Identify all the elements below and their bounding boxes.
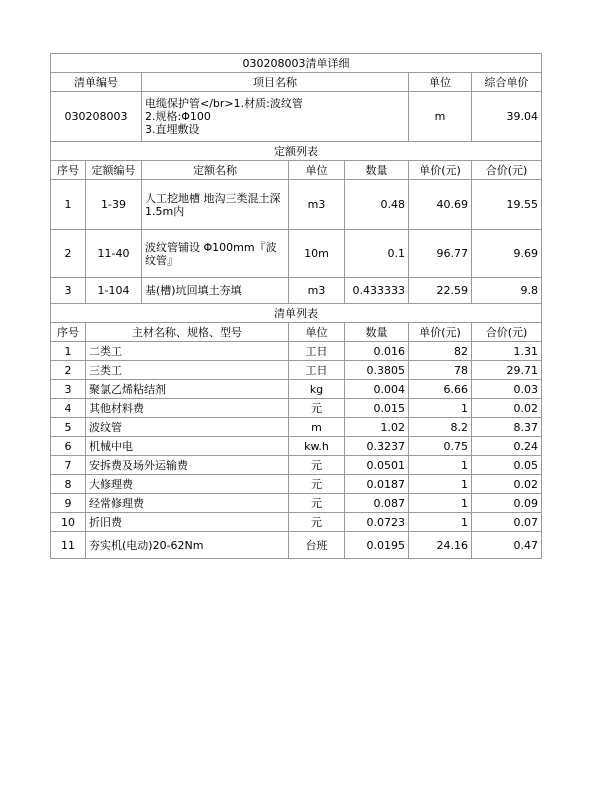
quota-row	[51, 180, 542, 230]
materials-row	[51, 380, 542, 399]
quota-no: 3	[51, 278, 86, 304]
quota-total: 9.8	[472, 278, 542, 304]
material-total: 0.09	[472, 494, 542, 513]
quota-row	[51, 278, 542, 304]
material-no: 5	[51, 418, 86, 437]
material-qty: 0.004	[345, 380, 409, 399]
material-unit: kw.h	[289, 437, 345, 456]
quota-total: 19.55	[472, 180, 542, 230]
material-price: 1	[409, 494, 472, 513]
material-qty: 1.02	[345, 418, 409, 437]
material-no: 11	[51, 532, 86, 559]
material-total: 0.02	[472, 475, 542, 494]
material-no: 1	[51, 342, 86, 361]
quota-total: 9.69	[472, 230, 542, 278]
material-qty: 0.0187	[345, 475, 409, 494]
quota-price: 22.59	[409, 278, 472, 304]
materials-row	[51, 513, 542, 532]
material-name: 三类工	[86, 361, 289, 380]
materials-row	[51, 532, 542, 559]
materials-header-row	[51, 323, 542, 342]
materials-row	[51, 399, 542, 418]
material-no: 2	[51, 361, 86, 380]
quota-row	[51, 230, 542, 278]
material-unit: 元	[289, 475, 345, 494]
quota-header: 合价(元)	[472, 161, 542, 180]
material-name: 经常修理费	[86, 494, 289, 513]
quota-unit: m3	[289, 180, 345, 230]
quota-code: 1-104	[86, 278, 142, 304]
material-total: 29.71	[472, 361, 542, 380]
quota-code: 11-40	[86, 230, 142, 278]
item-price: 39.04	[472, 92, 542, 142]
material-no: 7	[51, 456, 86, 475]
material-total: 0.05	[472, 456, 542, 475]
material-name: 机械中电	[86, 437, 289, 456]
material-price: 1	[409, 399, 472, 418]
quota-header: 序号	[51, 161, 86, 180]
material-no: 6	[51, 437, 86, 456]
material-unit: m	[289, 418, 345, 437]
material-price: 8.2	[409, 418, 472, 437]
material-name: 夯实机(电动)20-62Nm	[86, 532, 289, 559]
materials-row	[51, 475, 542, 494]
quota-qty: 0.1	[345, 230, 409, 278]
quota-price: 40.69	[409, 180, 472, 230]
item-header-price: 综合单价	[472, 73, 542, 92]
material-name: 波纹管	[86, 418, 289, 437]
material-unit: 元	[289, 399, 345, 418]
material-name: 折旧费	[86, 513, 289, 532]
material-price: 6.66	[409, 380, 472, 399]
title-row	[51, 54, 542, 73]
material-qty: 0.087	[345, 494, 409, 513]
materials-section-row	[51, 304, 542, 323]
quota-no: 1	[51, 180, 86, 230]
material-total: 0.02	[472, 399, 542, 418]
quota-name: 波纹管铺设 Φ100mm『波纹管』	[142, 230, 289, 278]
quota-header: 数量	[345, 161, 409, 180]
materials-row	[51, 342, 542, 361]
material-qty: 0.0723	[345, 513, 409, 532]
name-line: 3.直埋敷设	[145, 123, 200, 136]
material-total: 0.07	[472, 513, 542, 532]
material-qty: 0.3805	[345, 361, 409, 380]
quota-name: 基(槽)坑回填土夯填	[142, 278, 289, 304]
quota-header: 定额名称	[142, 161, 289, 180]
material-price: 1	[409, 456, 472, 475]
quota-unit: m3	[289, 278, 345, 304]
material-name: 其他材料费	[86, 399, 289, 418]
materials-row	[51, 456, 542, 475]
quota-qty: 0.433333	[345, 278, 409, 304]
quota-header: 单位	[289, 161, 345, 180]
item-unit: m	[409, 92, 472, 142]
material-name: 大修理费	[86, 475, 289, 494]
quota-qty: 0.48	[345, 180, 409, 230]
item-header-unit: 单位	[409, 73, 472, 92]
name-line: 电缆保护管</br>1.材质:波纹管	[145, 97, 303, 110]
quota-header-row	[51, 161, 542, 180]
quota-section-title: 定额列表	[51, 142, 542, 161]
materials-row	[51, 418, 542, 437]
material-price: 1	[409, 513, 472, 532]
material-unit: 工日	[289, 342, 345, 361]
material-price: 24.16	[409, 532, 472, 559]
materials-row	[51, 361, 542, 380]
quota-header: 单价(元)	[409, 161, 472, 180]
material-name: 聚氯乙烯粘结剂	[86, 380, 289, 399]
materials-header: 主材名称、规格、型号	[86, 323, 289, 342]
item-code: 030208003	[51, 92, 142, 142]
material-unit: 台班	[289, 532, 345, 559]
item-header-row	[51, 73, 542, 92]
material-name: 二类工	[86, 342, 289, 361]
material-price: 1	[409, 475, 472, 494]
material-no: 8	[51, 475, 86, 494]
material-total: 1.31	[472, 342, 542, 361]
material-unit: kg	[289, 380, 345, 399]
material-qty: 0.3237	[345, 437, 409, 456]
materials-section-title: 清单列表	[51, 304, 542, 323]
material-qty: 0.015	[345, 399, 409, 418]
quota-price: 96.77	[409, 230, 472, 278]
material-unit: 元	[289, 494, 345, 513]
material-total: 0.24	[472, 437, 542, 456]
bill-detail-table	[50, 53, 542, 559]
material-unit: 元	[289, 513, 345, 532]
material-unit: 工日	[289, 361, 345, 380]
materials-header: 单位	[289, 323, 345, 342]
materials-header: 序号	[51, 323, 86, 342]
material-price: 82	[409, 342, 472, 361]
item-header-name: 项目名称	[142, 73, 409, 92]
item-row	[51, 92, 542, 142]
material-no: 3	[51, 380, 86, 399]
name-line: 2.规格:Φ100	[145, 110, 211, 123]
material-qty: 0.0195	[345, 532, 409, 559]
item-header-code: 清单编号	[51, 73, 142, 92]
material-price: 78	[409, 361, 472, 380]
quota-no: 2	[51, 230, 86, 278]
quota-section-row	[51, 142, 542, 161]
quota-name: 人工挖地槽 地沟三类混土深1.5m内	[142, 180, 289, 230]
material-no: 9	[51, 494, 86, 513]
material-qty: 0.016	[345, 342, 409, 361]
materials-header: 合价(元)	[472, 323, 542, 342]
item-name	[142, 92, 409, 142]
material-name: 安拆费及场外运输费	[86, 456, 289, 475]
material-total: 0.03	[472, 380, 542, 399]
materials-row	[51, 437, 542, 456]
material-no: 10	[51, 513, 86, 532]
material-total: 0.47	[472, 532, 542, 559]
material-qty: 0.0501	[345, 456, 409, 475]
quota-code: 1-39	[86, 180, 142, 230]
quota-unit: 10m	[289, 230, 345, 278]
materials-row	[51, 494, 542, 513]
material-price: 0.75	[409, 437, 472, 456]
material-total: 8.37	[472, 418, 542, 437]
materials-header: 数量	[345, 323, 409, 342]
quota-header: 定额编号	[86, 161, 142, 180]
material-unit: 元	[289, 456, 345, 475]
table-title: 030208003清单详细	[51, 54, 542, 73]
materials-header: 单价(元)	[409, 323, 472, 342]
material-no: 4	[51, 399, 86, 418]
